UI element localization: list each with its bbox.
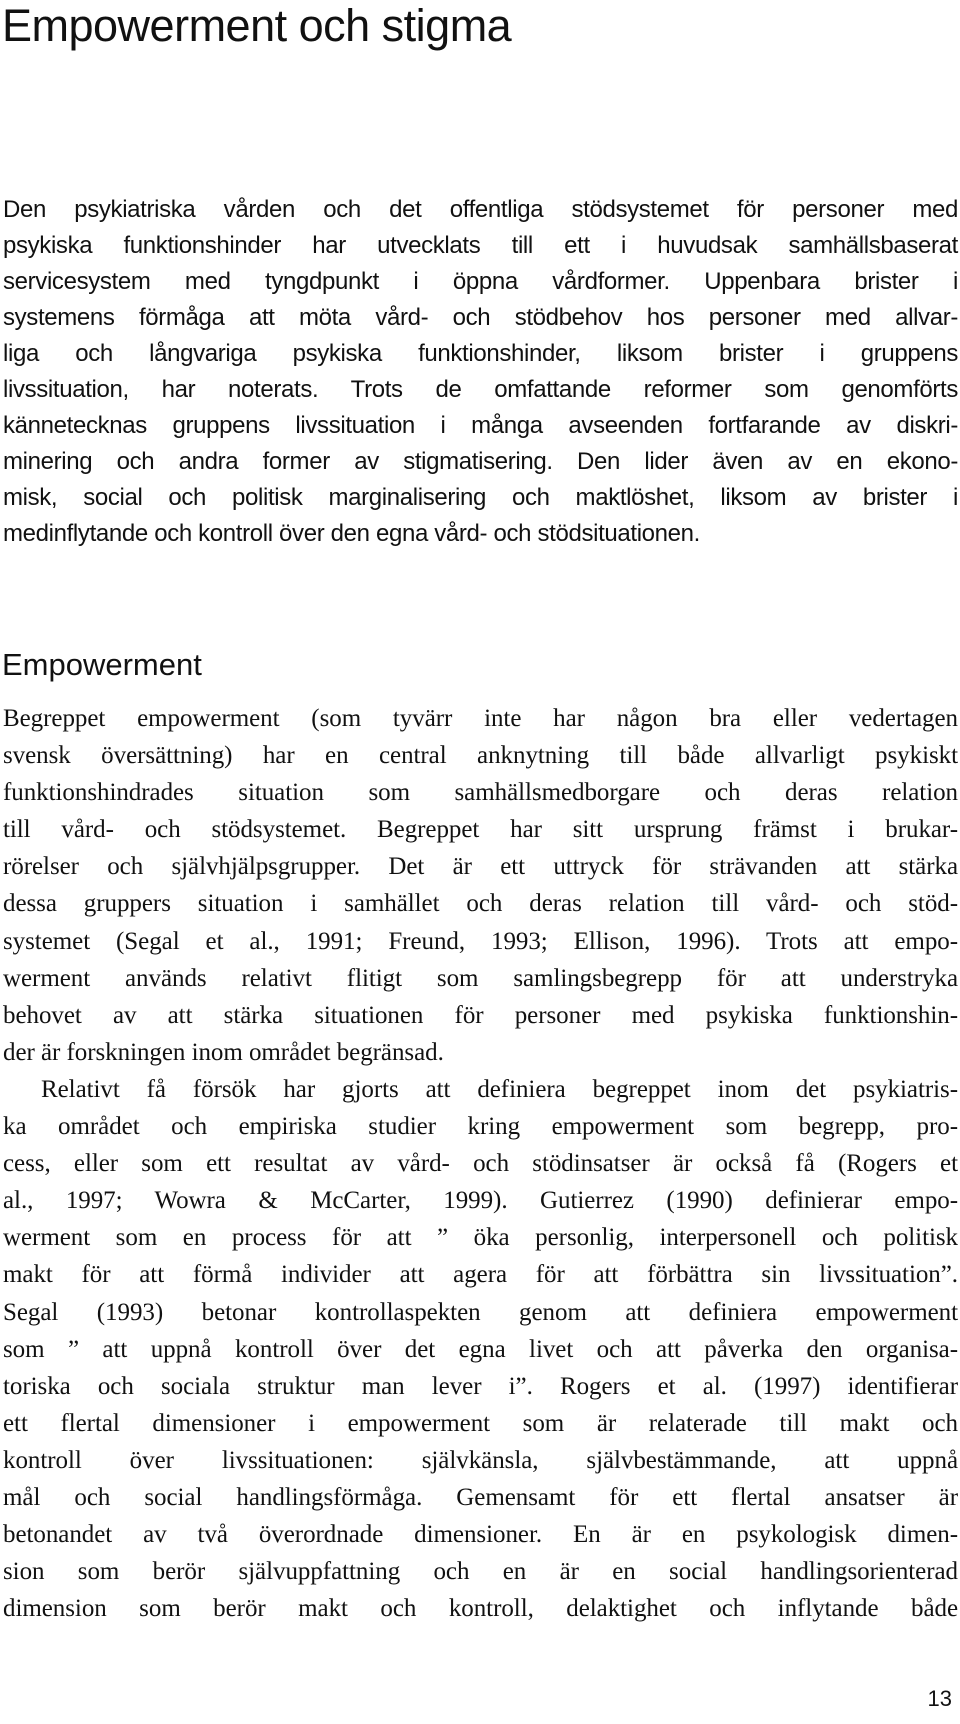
section-heading: Empowerment [2,647,202,682]
text-line: sion som berör självuppfattning och en är en social handlingsorienterad [3,1558,958,1586]
text-line: Begreppet empowerment (som tyvärr inte har någon bra eller vedertagen [3,705,958,732]
text-line: toriska och sociala struktur man lever i”. Rogers et al. (1997) identifierar [3,1372,958,1400]
text-line: werment som en process för att ” öka personlig, interpersonell och politisk [3,1224,958,1252]
text-line: werment används relativt flitigt som samlingsbegrepp för att understryka [3,964,958,992]
text-line: kontroll över livssituationen: självkänsla, självbestämmande, att uppnå [3,1446,958,1474]
text-line: Den psykiatriska vården och det offentliga stödsystemet för personer med [3,196,958,223]
text-line: misk, social och politisk marginalisering och maktlöshet, liksom av brister i [3,484,958,511]
text-line: psykiska funktionshinder har utvecklats till ett i huvudsak samhällsbaserat [3,232,958,259]
text-line: Segal (1993) betonar kontrollaspekten genom att definiera empowerment [3,1298,958,1326]
text-line: servicesystem med tyngdpunkt i öppna vårdformer. Uppenbara brister i [3,268,958,295]
text-line: minering och andra former av stigmatisering. Den lider även av en ekono- [3,448,958,475]
text-line: ett flertal dimensioner i empowerment som är relaterade till makt och [3,1409,958,1437]
page-title: Empowerment och stigma [2,0,512,51]
text-line: till vård- och stödsystemet. Begreppet har sitt ursprung främst i brukar- [3,816,958,844]
text-line: behovet av att stärka situationen för personer med psykiska funktionshin- [3,1001,958,1029]
text-line: funktionshindrades situation som samhällsmedborgare och deras relation [3,779,958,807]
text-line: dessa gruppers situation i samhället och deras relation till vård- och stöd- [3,890,958,918]
text-line: makt för att förmå individer att agera för att förbättra sin livssituation”. [3,1261,958,1289]
page-number: 13 [927,1686,952,1711]
text-line: liga och långvariga psykiska funktionshinder, liksom brister i gruppens [3,340,958,367]
text-line: Relativt få försök har gjorts att definiera begreppet inom det psykiatris- [41,1075,958,1103]
text-line: medinflytande och kontroll över den egna vård- och stödsituationen. [3,520,700,547]
text-line: livssituation, har noterats. Trots de omfattande reformer som genomförts [3,376,958,403]
text-line: kännetecknas gruppens livssituation i många avseenden fortfarande av diskri- [3,412,958,439]
text-line: al., 1997; Wowra & McCarter, 1999). Gutierrez (1990) definierar empo- [3,1187,958,1215]
body-text [3,700,958,1627]
text-line: svensk översättning) har en central anknytning till både allvarligt psykiskt [3,742,958,770]
text-line: der är forskningen inom området begränsad. [3,1038,444,1066]
text-line: dimension som berör makt och kontroll, delaktighet och inflytande både [3,1595,958,1623]
text-line: som ” att uppnå kontroll över det egna livet och att påverka den organisa- [3,1335,958,1363]
text-line: cess, eller som ett resultat av vård- och stödinsatser är också få (Rogers et [3,1150,958,1178]
text-line: mål och social handlingsförmåga. Gemensamt för ett flertal ansatser är [3,1483,958,1511]
text-line: systemens förmåga att möta vård- och stödbehov hos personer med allvar- [3,304,958,331]
text-line: betonandet av två överordnade dimensioner. En är en psykologisk dimen- [3,1521,958,1549]
text-line: ka området och empiriska studier kring empowerment som begrepp, pro- [3,1113,958,1141]
intro-paragraph [3,192,958,552]
text-line: rörelser och självhjälpsgrupper. Det är ett uttryck för strävanden att stärka [3,853,958,881]
text-line: systemet (Segal et al., 1991; Freund, 1993; Ellison, 1996). Trots att empo- [3,927,958,955]
